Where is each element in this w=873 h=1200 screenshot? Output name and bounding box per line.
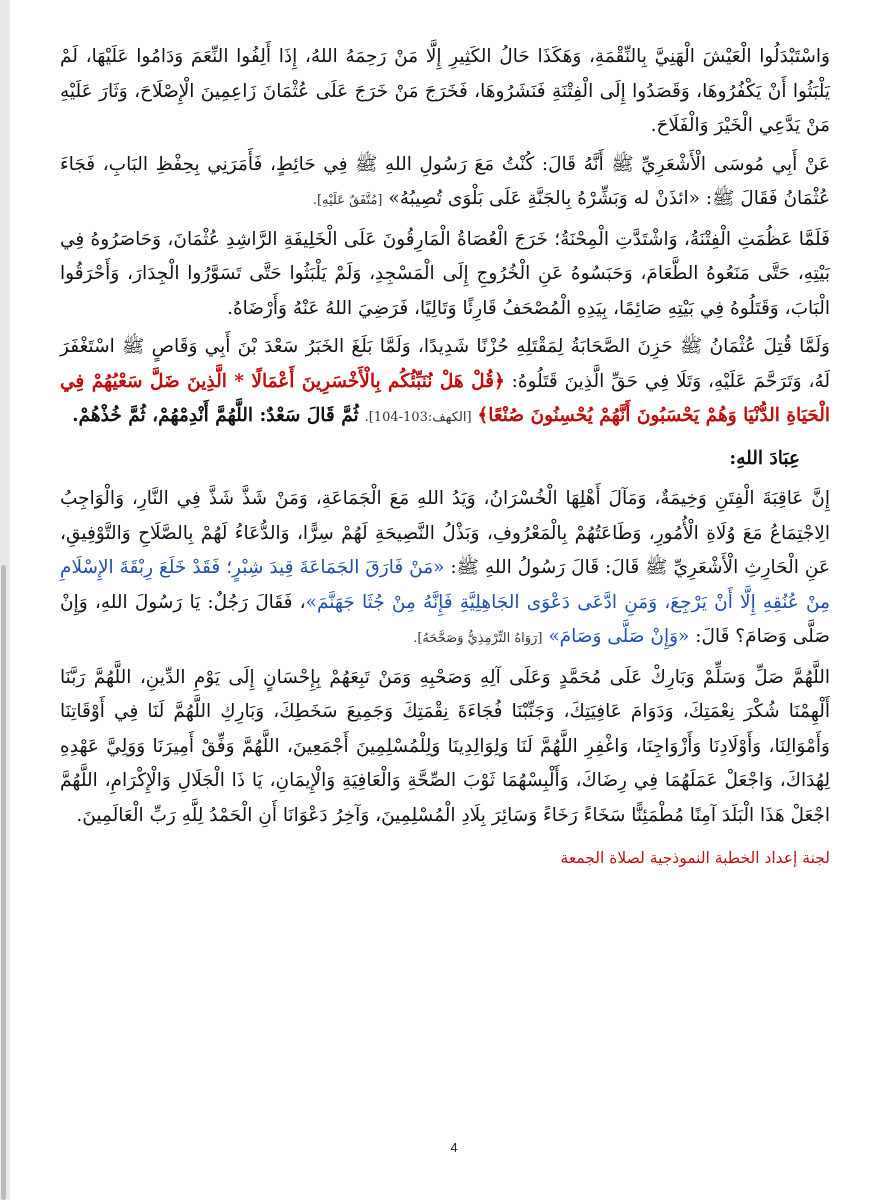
section-heading: عِبَادَ اللهِ: — [729, 447, 800, 469]
page-number: 4 — [450, 1140, 458, 1155]
closing-supplication: اللَّهُمَّ صَلِّ وَسَلِّمْ وَبَارِكْ عَلَى مُحَمَّدٍ وَعَلَى آلِهِ وَصَحْبِهِ وَمَنْ تَبِعَهُمْ بِإِحْسَانٍ إِلَى يَوْمِ الدِّينِ، اللَّهُمَّ رَبَّنَا أَلْهِمْنَا شُكْرَ نِعْمَتِكَ، وَدَوَامَ عَافِيَتِكَ، وَجَنِّبْنَا فُجَاءَةَ نِقْمَتِكَ وَجَمِيعَ سَخَطِكَ، وَبَارِكِ اللَّهُمَّ لَنَا فِي أَوْقَاتِنَا وَأَمْوَالِنَا، وَأَوْلَادِنَا وَأَزْوَاجِنَا، وَاغْفِرِ اللَّهُمَّ لَنَا وَلِوَالِدِينَا وَلِلْمُسْلِمِينَ أَجْمَعِينَ، اللَّهُمَّ وَفِّقْ أَمِيرَنَا وَوَلِيَّ عَهْدِهِ لِهُدَاكَ، وَاجْعَلْ عَمَلَهُمَا فِي رِضَاكَ، وَأَلْبِسْهُمَا ثَوْبَ الصِّحَّةِ وَالْعَافِيَةِ وَالْإِيمَانِ، يَا ذَا الْجَلَالِ وَالْإِكْرَامِ، اللَّهُمَّ اجْعَلْ هَذَا الْبَلَدَ آمِنًا مُطْمَئِنًّا سَخَاءً رَخَاءً وَسَائِرَ بِلَادِ الْمُسْلِمِينَ، وَآخِرُ دَعْوَانَا أَنِ الْحَمْدُ لِلَّهِ رَبِّ الْعَالَمِينَ. — [60, 666, 830, 826]
paragraph-3-text: فَلَمَّا عَظُمَتِ الْفِتْنَةُ، وَاشْتَدَّتِ الْمِحْنَةُ؛ خَرَجَ الْعُصَاةُ الْمَارِقُونَ عَلَى الْخَلِيفَةِ الرَّاشِدِ عُثْمَانَ، وَحَاصَرُوهُ فِي بَيْتِهِ، حَتَّى مَنَعُوهُ الطَّعَامَ، وَحَبَسُوهُ عَنِ الْخُرُوجِ إِلَى الْمَسْجِدِ، وَلَمْ يَلْبَثُوا حَتَّى تَسَوَّرُوا الْجِدَارَ، وَأَحْرَقُوا الْبَابَ، وَقَتَلُوهُ فِي بَيْتِهِ صَائِمًا، بِيَدِهِ الْمُصْحَفُ قَارِئًا وَتَالِيًا، فَرَضِيَ اللهُ عَنْهُ وَأَرْضَاهُ. — [60, 228, 830, 319]
paragraph-6 — [60, 661, 830, 834]
quran-verse: ﴿قُلْ هَلْ نُنَبِّئُكُم بِالْأَخْسَرِينَ أَعْمَالًا * الَّذِينَ ضَلَّ سَعْيُهُمْ فِي الْحَيَاةِ الدُّنْيَا وَهُمْ يَحْسَبُونَ أَنَّهُمْ يُحْسِنُونَ صُنْعًا﴾ — [60, 370, 830, 426]
hadith-answer: «وَإِنْ صَلَّى وَصَامَ» — [548, 626, 690, 647]
hadith-jamaah: «مَنْ فَارَقَ الجَمَاعَةَ قِيدَ شِبْرٍ؛ فَقَدْ خَلَعَ رِبْقَةَ الإِسْلَامِ مِنْ عُنُقِهِ إِلَّا أَنْ يَرْجِعَ، وَمَنِ ادَّعَى دَعْوَى الجَاهِلِيَّةِ فَإِنَّهُ مِنْ جُثَا جَهَنَّمَ» — [60, 557, 830, 613]
committee-signature: لجنة إعداد الخطبة النموذجية لصلاة الجمعة — [560, 849, 830, 867]
paragraph-4 — [60, 330, 830, 436]
document-page — [10, 0, 873, 1200]
paragraph-5-question: ، فَقَالَ رَجُلٌ: يَا رَسُولَ اللهِ، وَإِنْ صَلَّى وَصَامَ؟ قَالَ: — [60, 591, 830, 647]
reference-kahf: [الكهف:103-104]. — [364, 410, 472, 425]
hadith-abu-musa: عَنْ أَبِي مُوسَى الْأَشْعَرِيِّ ﷺ أَنَّهُ قَالَ: كُنْتُ مَعَ رَسُولِ اللهِ ﷺ فِي حَائِطٍ، فَأَمَرَنِي بِحِفْظِ البَابِ، فَجَاءَ عُثْمَانُ فَقَالَ ﷺ: «ائذَنْ له وَبَشِّرْهُ بِالجَنَّةِ عَلَى بَلْوَى تُصِيبُهُ» — [60, 153, 830, 209]
reference-muttafaq: [مُتَّفَقٌ عَلَيْهِ]. — [312, 193, 383, 208]
paragraph-5 — [60, 482, 830, 657]
saad-supplication: ثُمَّ قَالَ سَعْدٌ: اللَّهُمَّ أَنْدِمْهُمْ، ثُمَّ خُذْهُمْ. — [72, 405, 359, 426]
paragraph-5-narration: عَنِ الْحَارِثِ الْأَشْعَرِيِّ ﷺ قَالَ: قَالَ رَسُولُ اللهِ ﷺ: — [450, 557, 830, 578]
scrollbar-thumb[interactable] — [1, 565, 6, 1200]
paragraph-4-text: وَلَمَّا قُتِلَ عُثْمَانُ ﷺ حَزِنَ الصَّحَابَةُ لِمَقْتَلِهِ حُزْنًا شَدِيدًا، وَلَمَّا بَلَغَ الخَبَرُ سَعْدَ بْنَ أَبِي وَقَاصٍ ﷺ اسْتَغْفَرَ لَهُ، وَتَرَحَّمَ عَلَيْهِ، وَتَلَا فِي حَقِّ الَّذِينَ قَتَلُوهُ: — [60, 336, 830, 392]
sermon-text — [60, 40, 830, 876]
paragraph-2 — [60, 148, 830, 219]
reference-tirmidhi: [رَوَاهُ التِّرْمِذِيُّ وَصَحَّحَهُ]. — [413, 631, 543, 646]
paragraph-1 — [60, 40, 830, 144]
paragraph-1-text: وَاسْتَبْدَلُوا الْعَيْشَ الْهَنِيَّ بِالنِّقْمَةِ، وَهَكَذَا حَالُ الكَثِيرِ إِلَّا مَنْ رَحِمَهُ اللهُ، إِذَا أَلِفُوا النِّعَمَ وَدَامُوا عَلَيْهَا، لَمْ يَلْبَثُوا أَنْ يَكْفُرُوهَا، وَقَصَدُوا إِلَى الْفِتْنَةِ فَنَشَرُوهَا، فَخَرَجَ مَنْ خَرَجَ عَلَى عُثْمَانَ زَاعِمِينَ الْإِصْلَاحَ، وَثَارَ عَلَيْهِ مَنْ يَدَّعِي الْخَيْرَ وَالْفَلَاحَ. — [60, 46, 830, 136]
paragraph-3 — [60, 223, 830, 327]
paragraph-5-text: إِنَّ عَاقِبَةَ الْفِتَنِ وَخِيمَةٌ، وَمَآلَ أَهْلِهَا الْخُسْرَانُ، وَيَدُ اللهِ مَعَ الْجَمَاعَةِ، وَمَنْ شَذَّ شَذَّ فِي النَّارِ، وَالْوَاجِبُ الِاجْتِمَاعُ مَعَ وُلَاةِ الْأُمُورِ، وَطَاعَتُهُمْ بِالْمَعْرُوفِ، وَبَذْلُ النَّصِيحَةِ لَهُمْ سِرًّا، وَالدُّعَاءُ لَهُمْ بِالصَّلَاحِ وَالتَّوْفِيقِ، — [60, 488, 830, 544]
